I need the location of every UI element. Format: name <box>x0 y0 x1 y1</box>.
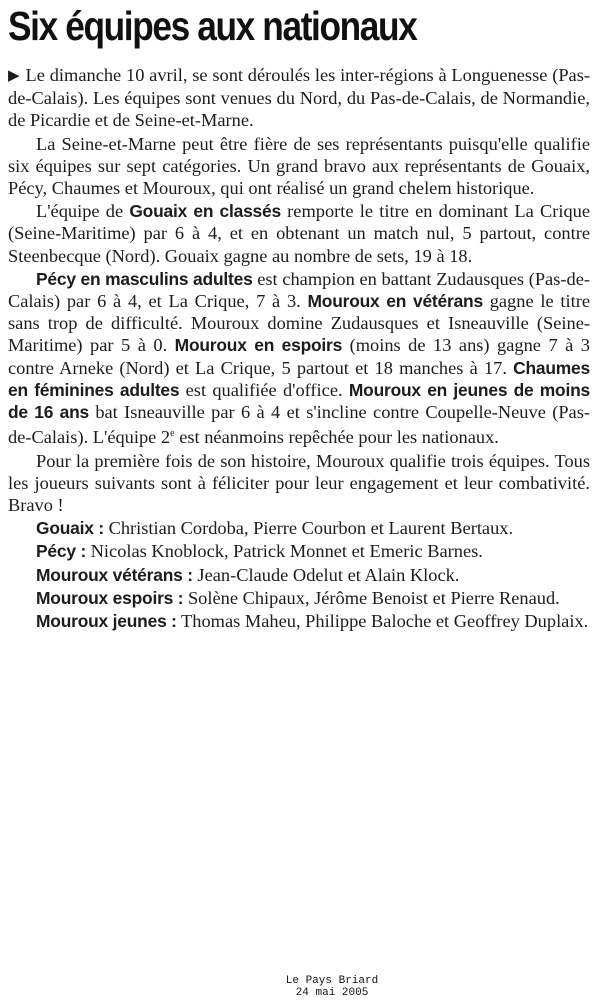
superscript: e <box>170 428 175 440</box>
roster-label: Gouaix : <box>36 518 104 539</box>
bold-team-pecy: Pécy en masculins adultes <box>36 268 253 289</box>
roster-players: Solène Chipaux, Jérôme Benoist et Pierre Renaud. <box>183 587 560 608</box>
bold-team-mouroux-espoirs: Mouroux en espoirs <box>174 335 343 356</box>
paragraph-intro <box>8 64 590 132</box>
paragraph-qualification: La Seine-et-Marne peut être fière de ses représentants puisqu'elle qualifie six équipes sur sept catégories. Un grand bravo aux représentants de Gouaix, Pécy, Chaumes et Mouroux, qui ont réalisé un grand chelem historique. <box>8 133 590 199</box>
text-run: est champion en battant Zudausques (Pas-de-Calais) par 6 à 4, et La Crique, 7 à 3. <box>8 268 590 312</box>
bold-team-mouroux-jeunes: Mouroux en jeunes de moins de 16 ans <box>8 379 590 423</box>
bold-team-chaumes: Chaumes en féminines adultes <box>8 357 590 400</box>
text-run: remporte le titre en dominant La Crique (Seine-Maritime) par 6 à 4, et en obtenant un match nul, 5 partout, contre Steenbecque (Nord). Gouaix gagne au nombre de sets, 19 à 18. <box>8 201 590 266</box>
roster-pecy <box>8 540 590 562</box>
paragraph-gouaix <box>8 200 590 267</box>
paragraph-intro-text: Le dimanche 10 avril, se sont déroulés les inter-régions à Longuenesse (Pas-de-Calais). Les équipes sont venues du Nord, du Pas-de-Calais, de Normandie, de Picardie et de Seine-et-Marne. <box>8 65 590 131</box>
bold-team-mouroux-veterans: Mouroux en vétérans <box>307 291 483 312</box>
text-run: est qualifiée d'office. <box>179 379 349 400</box>
roster-mouroux-jeunes <box>8 610 590 632</box>
team-rosters <box>8 517 590 632</box>
roster-label: Mouroux jeunes : <box>36 611 177 631</box>
roster-gouaix <box>8 517 590 539</box>
roster-label: Mouroux espoirs : <box>36 587 184 608</box>
roster-players: Nicolas Knoblock, Patrick Monnet et Emeric Barnes. <box>86 541 483 562</box>
paragraph-congratulations: Pour la première fois de son histoire, Mouroux qualifie trois équipes. Tous les joueurs suivants sont à féliciter pour leur engagement et leur combativité. Bravo ! <box>8 450 590 515</box>
roster-label: Mouroux vétérans : <box>36 564 193 585</box>
text-run: L'équipe de <box>36 201 130 222</box>
roster-players: Jean-Claude Odelut et Alain Klock. <box>192 564 460 585</box>
right-triangle-icon: ▶ <box>8 68 20 84</box>
roster-label: Pécy : <box>36 541 87 562</box>
source-publication: Le Pays Briard <box>285 975 379 987</box>
roster-players: Thomas Maheu, Philippe Baloche et Geoffrey Duplaix. <box>176 611 589 631</box>
source-date: 24 mai 2005 <box>295 987 369 999</box>
article-body <box>8 64 590 633</box>
text-run: (moins de 13 ans) gagne 7 à 3 contre Arneke (Nord) et La Crique, 5 partout et 18 manches à 17. <box>8 335 590 378</box>
headline: Six équipes aux nationaux <box>8 3 417 49</box>
text-run: est néanmoins repêchée pour les nationaux. <box>174 427 499 448</box>
text-run: bat Isneauville par 6 à 4 et s'incline contre Coupelle-Neuve (Pas-de-Calais). L'équipe 2 <box>8 402 591 448</box>
roster-players: Christian Cordoba, Pierre Courbon et Laurent Bertaux. <box>103 518 514 539</box>
source-caption <box>272 975 392 999</box>
paragraph-results <box>8 268 590 449</box>
bold-team-gouaix: Gouaix en classés <box>129 201 281 222</box>
roster-mouroux-espoirs <box>8 587 590 609</box>
roster-mouroux-veterans <box>8 564 590 586</box>
text-run: gagne le titre sans trop de difficulté. Mouroux domine Zudausques et Isneauville (Seine-Maritime) par 5 à 0. <box>8 291 590 356</box>
